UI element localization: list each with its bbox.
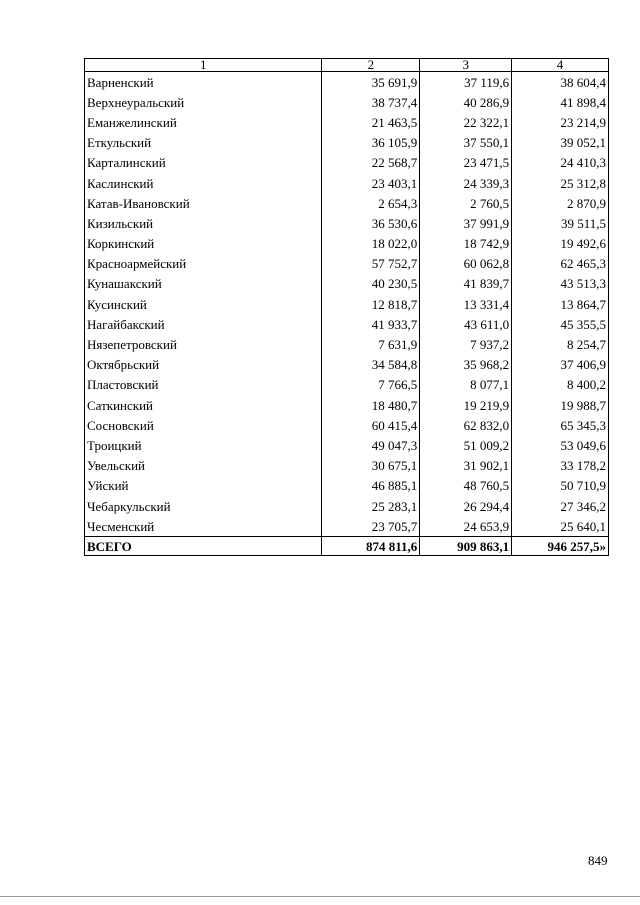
value-cell: 35 968,2 <box>420 355 512 375</box>
table-row <box>85 274 609 294</box>
table-row <box>85 112 609 132</box>
value-cell: 12 818,7 <box>322 294 420 314</box>
value-cell: 2 760,5 <box>420 193 512 213</box>
value-cell: 37 550,1 <box>420 133 512 153</box>
district-name: Сосновский <box>85 415 322 435</box>
district-name: Кунашакский <box>85 274 322 294</box>
district-name: Саткинский <box>85 395 322 415</box>
table-body <box>85 72 609 537</box>
district-name: Нязепетровский <box>85 334 322 354</box>
value-cell: 38 604,4 <box>512 72 609 93</box>
value-cell: 7 766,5 <box>322 375 420 395</box>
district-name: Пластовский <box>85 375 322 395</box>
value-cell: 39 511,5 <box>512 213 609 233</box>
value-cell: 48 760,5 <box>420 476 512 496</box>
value-cell: 21 463,5 <box>322 112 420 132</box>
footer-divider <box>0 896 640 897</box>
table-row <box>85 415 609 435</box>
district-name: Еткульский <box>85 133 322 153</box>
table-row <box>85 153 609 173</box>
district-name: Красноармейский <box>85 254 322 274</box>
value-cell: 34 584,8 <box>322 355 420 375</box>
value-cell: 7 631,9 <box>322 334 420 354</box>
value-cell: 22 568,7 <box>322 153 420 173</box>
district-name: Октябрьский <box>85 355 322 375</box>
value-cell: 24 653,9 <box>420 516 512 537</box>
value-cell: 24 410,3 <box>512 153 609 173</box>
value-cell: 8 254,7 <box>512 334 609 354</box>
district-name: Каслинский <box>85 173 322 193</box>
district-name: Кусинский <box>85 294 322 314</box>
table-row <box>85 355 609 375</box>
value-cell: 22 322,1 <box>420 112 512 132</box>
district-name: Чесменский <box>85 516 322 537</box>
value-cell: 19 988,7 <box>512 395 609 415</box>
value-cell: 53 049,6 <box>512 435 609 455</box>
value-cell: 25 283,1 <box>322 496 420 516</box>
table-row <box>85 435 609 455</box>
value-cell: 23 705,7 <box>322 516 420 537</box>
value-cell: 39 052,1 <box>512 133 609 153</box>
value-cell: 19 492,6 <box>512 234 609 254</box>
district-name: Уйский <box>85 476 322 496</box>
value-cell: 7 937,2 <box>420 334 512 354</box>
table-row <box>85 133 609 153</box>
value-cell: 38 737,4 <box>322 92 420 112</box>
value-cell: 62 832,0 <box>420 415 512 435</box>
value-cell: 41 839,7 <box>420 274 512 294</box>
value-cell: 43 611,0 <box>420 314 512 334</box>
value-cell: 57 752,7 <box>322 254 420 274</box>
value-cell: 25 312,8 <box>512 173 609 193</box>
total-value-2: 874 811,6 <box>322 537 420 556</box>
table-row <box>85 496 609 516</box>
value-cell: 37 406,9 <box>512 355 609 375</box>
value-cell: 26 294,4 <box>420 496 512 516</box>
header-row <box>85 59 609 72</box>
district-name: Варненский <box>85 72 322 93</box>
value-cell: 46 885,1 <box>322 476 420 496</box>
value-cell: 30 675,1 <box>322 456 420 476</box>
table-footer <box>85 537 609 556</box>
table-row <box>85 173 609 193</box>
value-cell: 36 105,9 <box>322 133 420 153</box>
table-row <box>85 395 609 415</box>
column-header-2: 2 <box>322 59 420 72</box>
value-cell: 51 009,2 <box>420 435 512 455</box>
total-row <box>85 537 609 556</box>
table-row <box>85 213 609 233</box>
value-cell: 18 742,9 <box>420 234 512 254</box>
value-cell: 60 415,4 <box>322 415 420 435</box>
table-row <box>85 334 609 354</box>
value-cell: 8 077,1 <box>420 375 512 395</box>
value-cell: 35 691,9 <box>322 72 420 93</box>
column-header-3: 3 <box>420 59 512 72</box>
value-cell: 37 991,9 <box>420 213 512 233</box>
value-cell: 62 465,3 <box>512 254 609 274</box>
district-name: Троицкий <box>85 435 322 455</box>
value-cell: 31 902,1 <box>420 456 512 476</box>
table-row <box>85 92 609 112</box>
value-cell: 13 331,4 <box>420 294 512 314</box>
district-name: Катав-Ивановский <box>85 193 322 213</box>
total-value-3: 909 863,1 <box>420 537 512 556</box>
value-cell: 2 654,3 <box>322 193 420 213</box>
table-row <box>85 314 609 334</box>
table-row <box>85 375 609 395</box>
district-name: Еманжелинский <box>85 112 322 132</box>
value-cell: 13 864,7 <box>512 294 609 314</box>
table-row <box>85 476 609 496</box>
district-name: Кизильский <box>85 213 322 233</box>
value-cell: 18 022,0 <box>322 234 420 254</box>
value-cell: 2 870,9 <box>512 193 609 213</box>
table-row <box>85 234 609 254</box>
value-cell: 43 513,3 <box>512 274 609 294</box>
district-name: Верхнеуральский <box>85 92 322 112</box>
value-cell: 27 346,2 <box>512 496 609 516</box>
district-name: Коркинский <box>85 234 322 254</box>
table-row <box>85 456 609 476</box>
value-cell: 65 345,3 <box>512 415 609 435</box>
value-cell: 18 480,7 <box>322 395 420 415</box>
table-row <box>85 193 609 213</box>
column-header-4: 4 <box>512 59 609 72</box>
value-cell: 40 286,9 <box>420 92 512 112</box>
district-name: Увельский <box>85 456 322 476</box>
value-cell: 50 710,9 <box>512 476 609 496</box>
value-cell: 49 047,3 <box>322 435 420 455</box>
district-name: Чебаркульский <box>85 496 322 516</box>
value-cell: 23 214,9 <box>512 112 609 132</box>
table-row <box>85 294 609 314</box>
value-cell: 36 530,6 <box>322 213 420 233</box>
total-value-4: 946 257,5» <box>512 537 609 556</box>
district-name: Карталинский <box>85 153 322 173</box>
value-cell: 41 898,4 <box>512 92 609 112</box>
value-cell: 37 119,6 <box>420 72 512 93</box>
value-cell: 19 219,9 <box>420 395 512 415</box>
page-number: 849 <box>588 853 608 868</box>
table-row <box>85 516 609 537</box>
value-cell: 41 933,7 <box>322 314 420 334</box>
value-cell: 60 062,8 <box>420 254 512 274</box>
column-header-1: 1 <box>85 59 322 72</box>
district-name: Нагайбакский <box>85 314 322 334</box>
value-cell: 40 230,5 <box>322 274 420 294</box>
value-cell: 25 640,1 <box>512 516 609 537</box>
table-row <box>85 72 609 93</box>
total-label: ВСЕГО <box>85 537 322 556</box>
value-cell: 24 339,3 <box>420 173 512 193</box>
value-cell: 23 471,5 <box>420 153 512 173</box>
value-cell: 33 178,2 <box>512 456 609 476</box>
data-table <box>84 58 609 556</box>
value-cell: 8 400,2 <box>512 375 609 395</box>
value-cell: 45 355,5 <box>512 314 609 334</box>
value-cell: 23 403,1 <box>322 173 420 193</box>
table-row <box>85 254 609 274</box>
table-header <box>85 59 609 72</box>
